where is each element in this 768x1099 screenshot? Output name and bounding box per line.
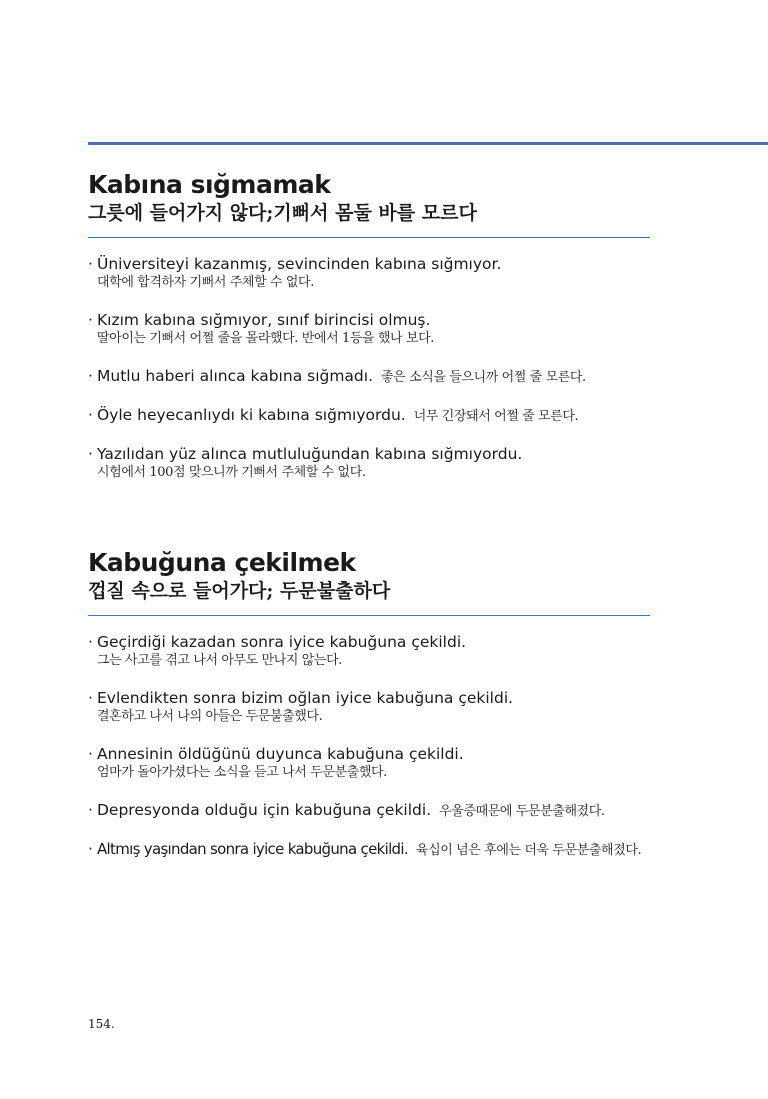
example-korean: 딸아이는 기뻐서 어쩔 줄을 몰라했다. 반에서 1등을 했나 보다. [97,331,434,346]
example-item [88,800,650,821]
example-turkish: Yazılıdan yüz alınca mutluluğundan kabına sığmıyordu. [97,445,523,463]
idiom-heading: Kabuğuna çekilmek [88,548,356,577]
example-item [88,310,650,348]
example-list [88,632,650,860]
example-item [88,839,650,860]
example-turkish: Öyle heyecanlıydı ki kabına sığmıyordu. [97,406,406,424]
example-item [88,632,650,670]
example-turkish: Geçirdiği kazadan sonra iyice kabuğuna çekildi. [97,633,467,651]
example-turkish: Üniversiteyi kazanmış, sevincinden kabına sığmıyor. [97,255,502,273]
example-list [88,254,650,482]
example-turkish: Mutlu haberi alınca kabına sığmadı. [97,367,374,385]
example-turkish: Depresyonda olduğu için kabuğuna çekildi. [97,801,432,819]
example-korean: 결혼하고 나서 나의 아들은 두문불출했다. [97,709,323,724]
bullet: · [88,801,93,819]
page-number: 154. [88,1017,115,1031]
bullet: · [88,445,93,463]
example-item [88,405,650,426]
idiom-section-kabina-sigmamak [88,170,650,500]
section-rule [88,237,650,238]
example-item [88,444,650,482]
bullet: · [88,311,93,329]
bullet: · [88,745,93,763]
example-korean: 엄마가 돌아가셨다는 소식을 듣고 나서 두문분출했다. [97,765,387,780]
example-item [88,254,650,292]
example-korean: 대학에 합격하자 기뻐서 주체할 수 없다. [97,275,314,290]
idiom-section-kabuguna-cekilmek [88,548,650,878]
example-item [88,744,650,782]
bullet: · [88,255,93,273]
bullet: · [88,689,93,707]
bullet: · [88,367,93,385]
example-turkish: Annesinin öldüğünü duyunca kabuğuna çekildi. [97,745,464,763]
idiom-meaning: 그릇에 들어가지 않다;기뻐서 몸둘 바를 모르다 [88,202,477,224]
example-korean: 좋은 소식을 들으니까 어쩔 줄 모른다. [381,370,586,385]
example-korean: 너무 긴장돼서 어쩔 줄 모른다. [413,409,579,424]
bullet: · [88,840,93,858]
example-item [88,688,650,726]
example-item [88,366,650,387]
idiom-heading: Kabına sığmamak [88,170,331,199]
example-korean: 육십이 넘은 후에는 더욱 두문분출해졌다. [415,843,642,858]
section-rule [88,615,650,616]
top-rule [88,142,768,145]
example-turkish: Evlendikten sonra bizim oğlan iyice kabuğuna çekildi. [97,689,514,707]
bullet: · [88,406,93,424]
bullet: · [88,633,93,651]
example-korean: 우울증때문에 두문분출해졌다. [439,804,605,819]
example-korean: 그는 사고를 겪고 나서 아무도 만나지 않는다. [97,653,342,668]
idiom-meaning: 껍질 속으로 들어가다; 두문불출하다 [88,580,391,602]
example-turkish: Kızım kabına sığmıyor, sınıf birincisi olmuş. [97,311,431,329]
example-turkish: Altmış yaşından sonra iyice kabuğuna çekildi. [97,840,408,858]
example-korean: 시험에서 100점 맞으니까 기뻐서 주체할 수 없다. [97,465,366,480]
